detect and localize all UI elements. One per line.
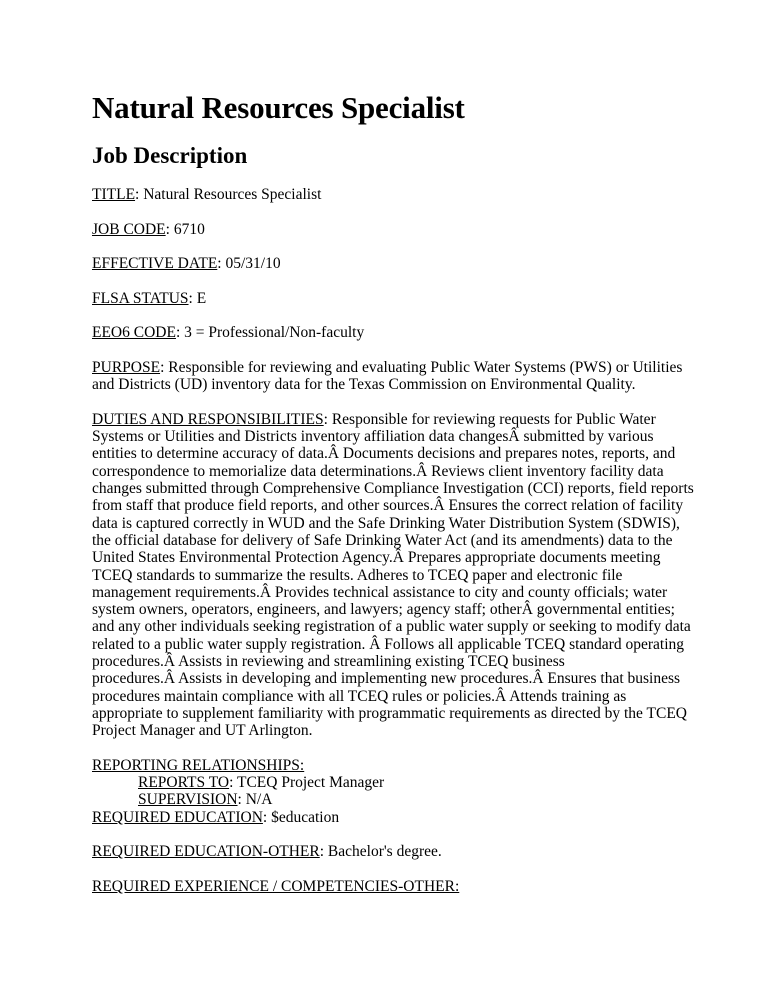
required-experience <box>92 878 732 895</box>
duties-text: : Responsible for reviewing requests for Public Water <box>323 410 656 428</box>
text-line: data is captured correctly in WUD and the Safe Drinking Water Distribution System (SDWIS), <box>92 514 680 532</box>
text-line: procedures.Â Assists in developing and implementing new procedures.Â Ensures that business <box>92 670 681 688</box>
field-value: : 3 = Professional/Non-faculty <box>175 324 365 342</box>
field-label: FLSA STATUS <box>92 289 189 307</box>
document <box>92 90 732 912</box>
text-line: from staff that produce field reports, and other sources.Â Ensures the correct relation of facility <box>92 497 684 515</box>
text-line: the official database for delivery of Safe Drinking Water Act (and its amendments) data to the <box>92 531 673 549</box>
document-title: Natural Resources Specialist <box>92 90 465 125</box>
text-line: procedures maintain compliance with all TCEQ rules or policies.Â Attends training as <box>92 687 627 705</box>
field-label: EEO6 CODE <box>92 324 176 342</box>
field-flsa-status <box>92 290 732 307</box>
text-line: correspondence to memorialize data determinations.Â Reviews client inventory facility data <box>92 462 664 480</box>
field-eeo6-code <box>92 324 732 341</box>
document-subtitle: Job Description <box>92 143 248 168</box>
field-label: SUPERVISION <box>138 791 238 809</box>
text-line <box>92 359 732 376</box>
purpose-label: PURPOSE <box>92 358 161 376</box>
field-label: JOB CODE <box>92 220 166 238</box>
text-line: United States Environmental Protection Agency.Â Prepares appropriate documents meeting <box>92 549 661 567</box>
text-line <box>92 411 732 428</box>
field-value: : 05/31/10 <box>217 255 281 273</box>
text-line: TCEQ standards to summarize the results. Adheres to TCEQ paper and electronic file <box>92 566 623 584</box>
text-line: entities to determine accuracy of data.Â Documents decisions and prepares notes, reports, and <box>92 445 676 463</box>
text-line: procedures.Â Assists in reviewing and streamlining existing TCEQ business <box>92 653 565 671</box>
field-label: REPORTS TO <box>138 774 230 792</box>
reports-to <box>92 774 732 791</box>
field-value: : Bachelor's degree. <box>319 843 442 861</box>
text-line: Project Manager and UT Arlington. <box>92 722 313 740</box>
supervision <box>92 791 732 808</box>
purpose-text: : Responsible for reviewing and evaluating Public Water Systems (PWS) or Utilities <box>160 358 683 376</box>
field-effective-date <box>92 255 732 272</box>
text-line: and Districts (UD) inventory data for the Texas Commission on Environmental Quality. <box>92 376 636 394</box>
field-label: REQUIRED EDUCATION <box>92 808 263 826</box>
purpose-section <box>92 359 732 394</box>
field-label: TITLE <box>92 186 136 203</box>
text-line: system owners, operators, engineers, and lawyers; agency staff; otherÂ governmental entities; <box>92 601 675 619</box>
field-value: : Natural Resources Specialist <box>135 186 322 203</box>
text-line: changes submitted through Comprehensive Compliance Investigation (CCI) reports, field reports <box>92 480 694 498</box>
field-job-code <box>92 221 732 238</box>
reporting-section <box>92 757 732 826</box>
required-education-other <box>92 843 732 860</box>
text-line: Systems or Utilities and Districts inventory affiliation data changesÂ submitted by various <box>92 428 654 446</box>
field-value: : 6710 <box>165 220 205 238</box>
required-education <box>92 809 732 826</box>
field-label: REQUIRED EXPERIENCE / COMPETENCIES-OTHER: <box>92 877 460 895</box>
field-title <box>92 186 732 203</box>
text-line: management requirements.Â Provides technical assistance to city and county officials; water <box>92 583 668 601</box>
field-value: : TCEQ Project Manager <box>229 774 385 792</box>
document-body <box>92 186 732 895</box>
field-value: : $education <box>262 808 340 826</box>
field-label: EFFECTIVE DATE <box>92 255 218 273</box>
field-value: : N/A <box>237 791 273 809</box>
text-line: related to a public water supply registration. Â Follows all applicable TCEQ standard operating <box>92 635 685 653</box>
field-label: REQUIRED EDUCATION-OTHER <box>92 843 320 861</box>
field-value: : E <box>188 289 207 307</box>
duties-section <box>92 411 732 740</box>
text-line: appropriate to supplement familiarity with programmatic requirements as directed by the TCEQ <box>92 704 687 722</box>
text-line: and any other individuals seeking registration of a public water supply or seeking to modify data <box>92 618 691 636</box>
duties-label: DUTIES AND RESPONSIBILITIES <box>92 410 324 428</box>
reporting-label: REPORTING RELATIONSHIPS: <box>92 756 305 774</box>
